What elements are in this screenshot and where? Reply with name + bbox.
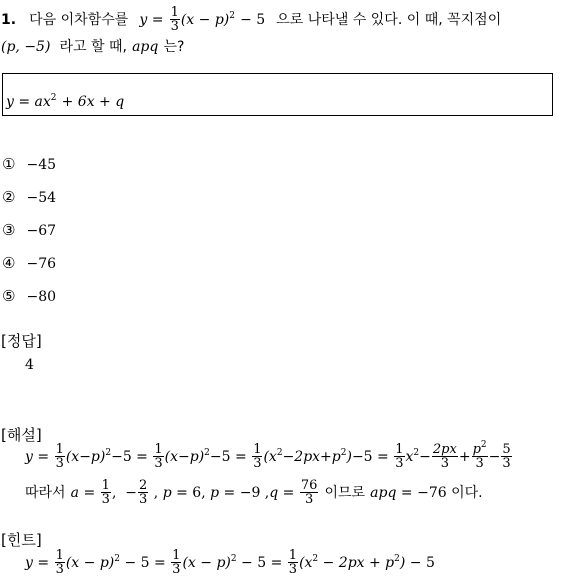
equation-tail: − 5 (240, 12, 266, 28)
question-number: 1. (1, 12, 17, 28)
answer-heading: [정답] (1, 332, 42, 350)
vertex: (p, −5) (1, 39, 51, 55)
conclusion-prefix: 따라서 (25, 485, 66, 501)
given-eq-prefix: y = ax (6, 94, 51, 110)
equation-rhs: (x − p) (180, 12, 230, 28)
choice-value: −54 (26, 190, 57, 206)
choice-value: −76 (26, 256, 57, 272)
question-text: 다음 이차함수를 (29, 12, 129, 28)
choice-value: −67 (26, 223, 57, 239)
explanation-heading: [해설] (1, 426, 42, 444)
choice-marker: ② (2, 188, 16, 206)
choice-marker: ① (2, 155, 16, 173)
hint-heading: [힌트] (1, 531, 42, 549)
given-eq-suffix: + 6x + q (61, 94, 125, 110)
conclusion-mid: 이므로 (324, 485, 366, 501)
question-text-cont: 으로 나타낼 수 있다. 이 때, 꼭지점이 (276, 12, 502, 28)
question-line-2 (1, 36, 184, 56)
choice-marker: ④ (2, 254, 16, 272)
equation-lhs: y = (139, 12, 164, 28)
explanation-line-2: 따라서 a = $\frac{1}{3}$ , − $\frac{2}{3}$ , p = 6, p = −9 ,q = $\frac{76}{3}$ 이므로 apq = −76 이다. (25, 478, 483, 507)
question-text-2: 라고 할 때, (59, 39, 127, 55)
product-var: apq (132, 39, 159, 55)
question-line-1 (1, 6, 501, 33)
choice-value: −80 (26, 289, 57, 305)
choice-2[interactable] (2, 187, 56, 206)
choice-4[interactable] (2, 253, 56, 272)
question-end: 는? (163, 39, 185, 55)
answer-value: 4 (25, 357, 34, 373)
exponent: 2 (229, 11, 235, 21)
choice-marker: ⑤ (2, 287, 16, 305)
choice-5[interactable] (2, 286, 56, 305)
choice-1[interactable] (2, 154, 56, 173)
conclusion-end: 이다. (451, 485, 483, 501)
given-equation (6, 91, 124, 110)
exponent: 2 (50, 93, 57, 103)
hint-line: y = $\frac{1}{3}$ $(x - p)^2 - 5$ = $\frac{1}{3}$ $(x - p)^2 - 5$ = $\frac{1}{3}$ $(x^2 - 2px + p^2) - 5$ (25, 548, 435, 577)
fraction-one-third: $\frac{1}{3}$ (170, 5, 179, 34)
explanation-line-1: y = $\frac{1}{3}$ $(x-p)^2-5$ = $\frac{1}{3}$ $(x-p)^2-5$ = $\frac{1}{3}$ $(x^2-2px+p^2)-5$ = $\frac{1}{3}$ $x^2-$ $\frac{2px}{3}$ + $\frac{p^2}{3}$ − $\frac{5}{3}$ (25, 440, 511, 471)
choice-3[interactable] (2, 220, 56, 239)
choice-value: −45 (26, 157, 57, 173)
choice-marker: ③ (2, 221, 16, 239)
